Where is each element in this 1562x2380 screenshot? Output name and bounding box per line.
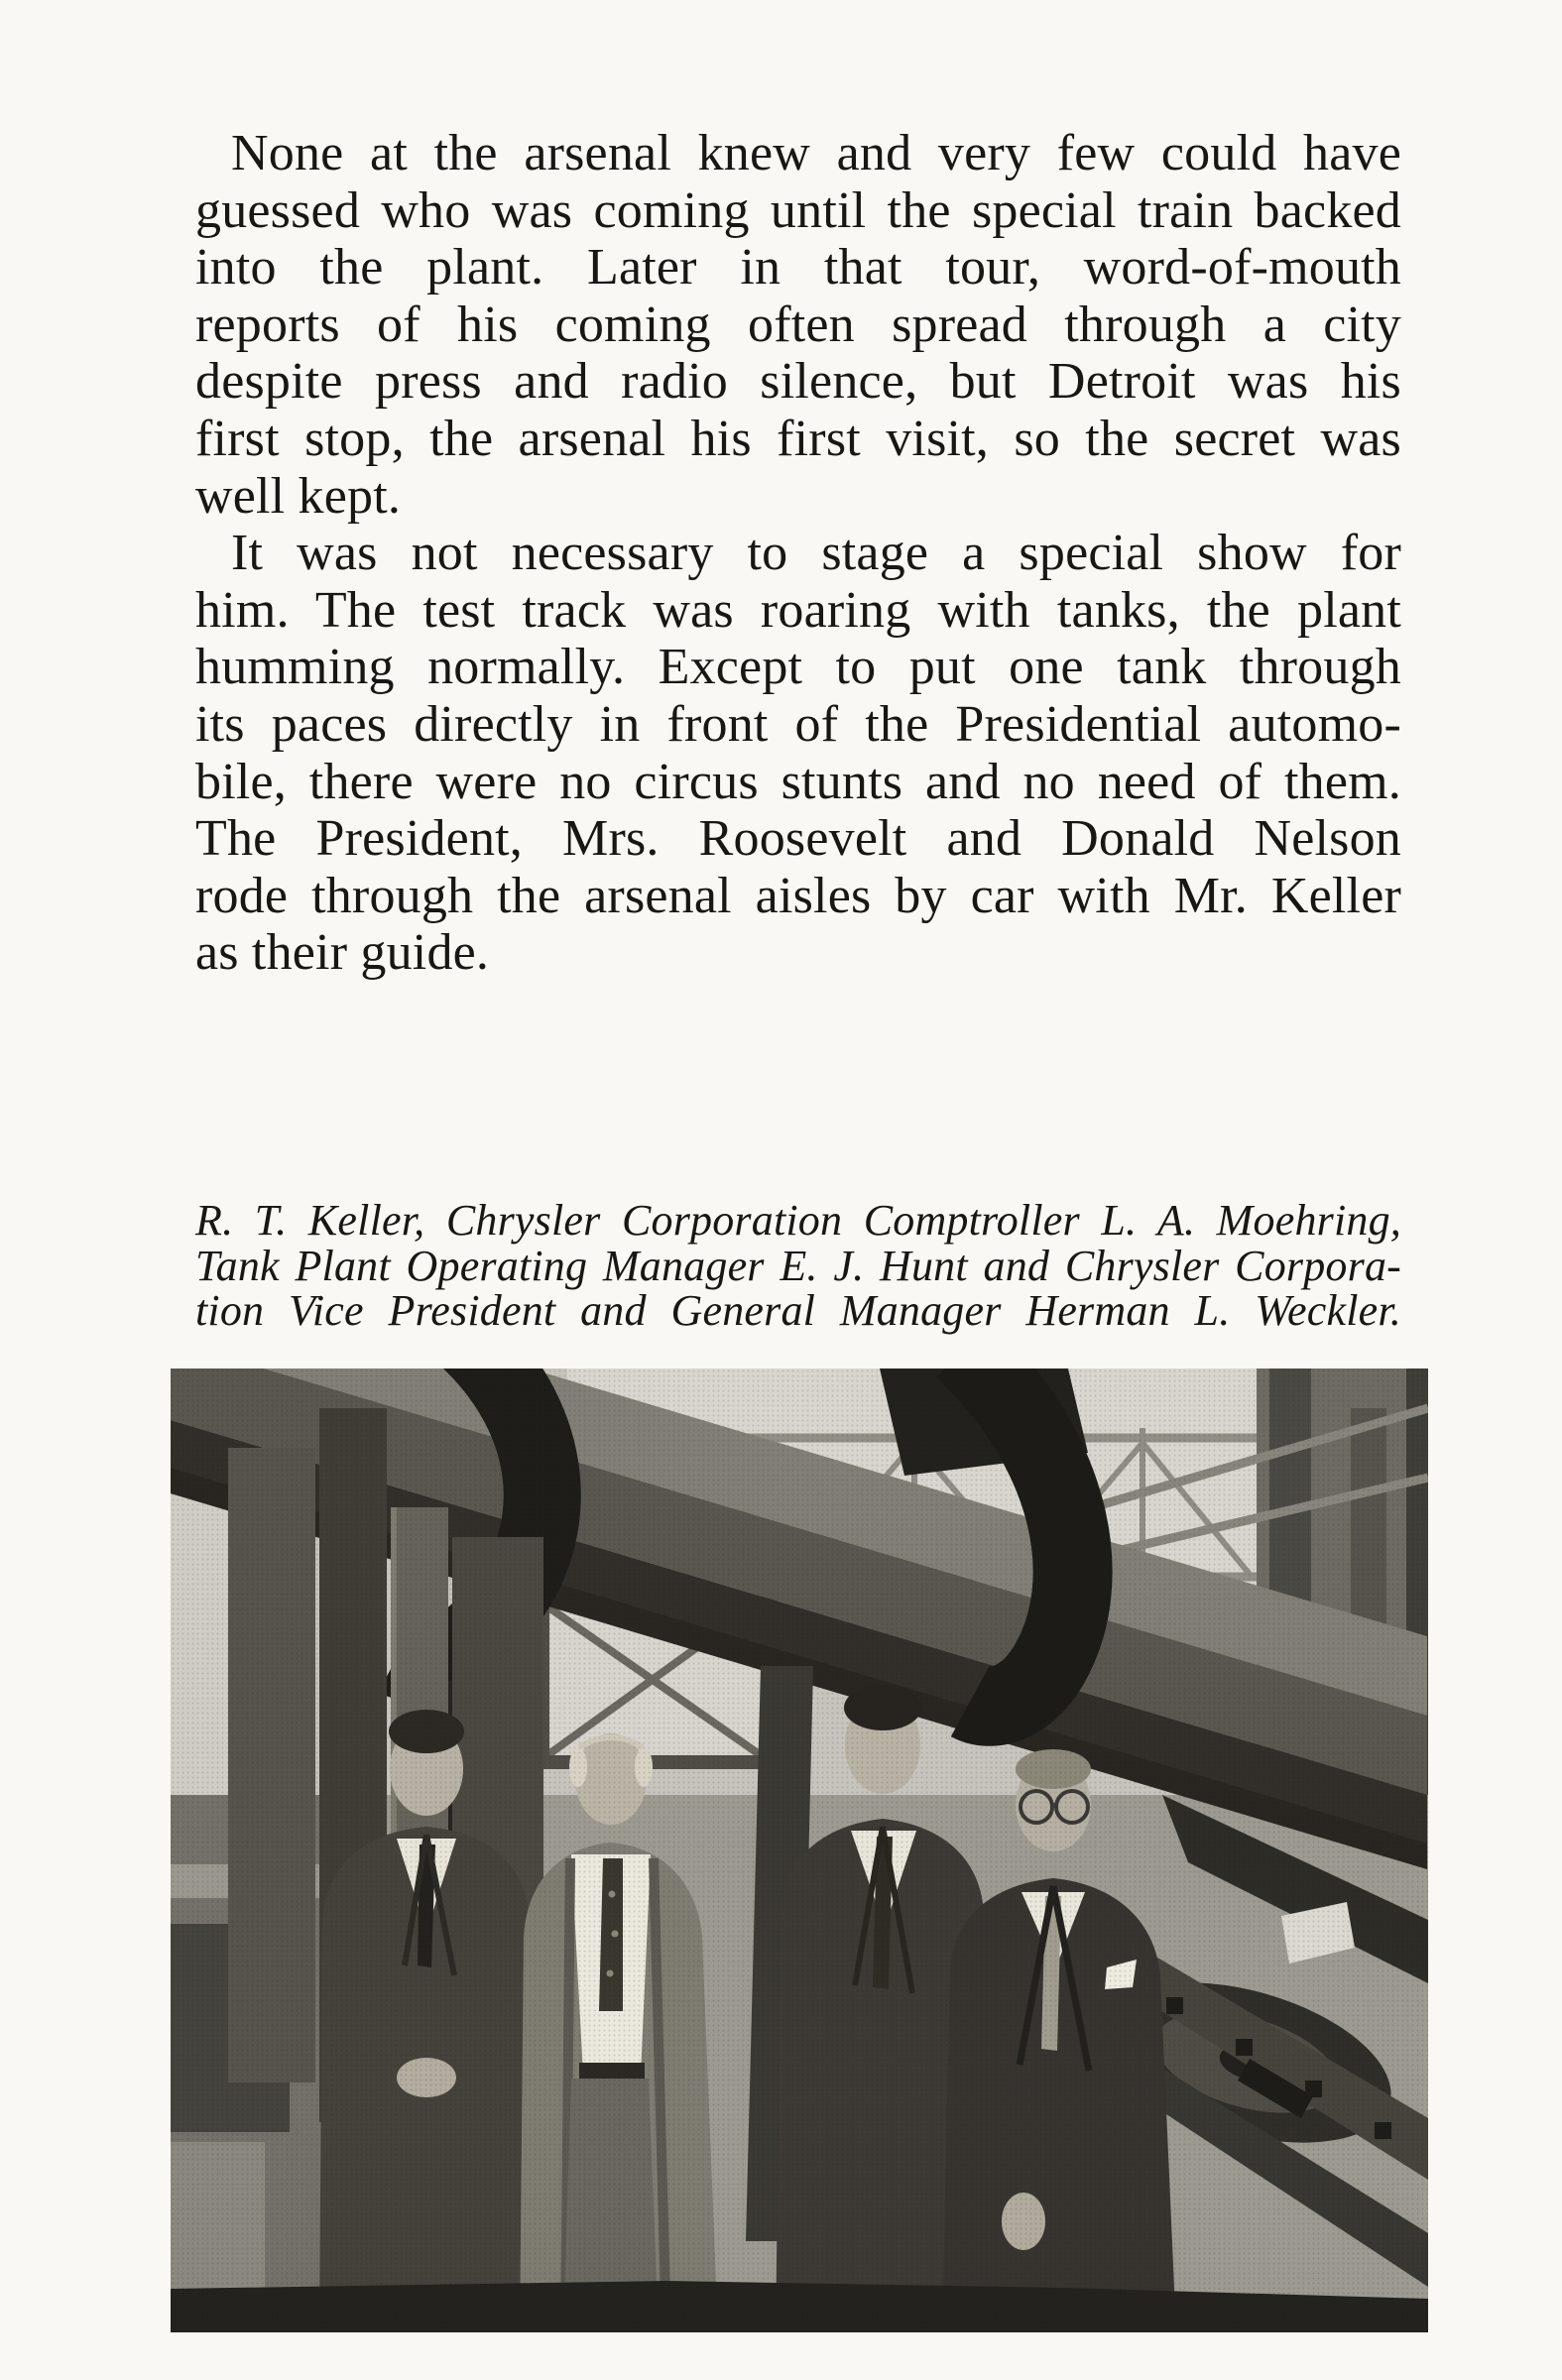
- paragraph-1: [195, 125, 1401, 525]
- body-line: None at the arsenal knew and very few could have: [231, 125, 1401, 181]
- body-line: The President, Mrs. Roosevelt and Donald Nelson: [195, 810, 1401, 868]
- halftone-texture: [171, 1368, 1428, 2332]
- paragraph-2: [195, 525, 1401, 982]
- body-line: reports of his coming often spread through a city: [195, 296, 1401, 353]
- caption-line: Tank Plant Operating Manager E. J. Hunt and Chrysler Corpora-: [195, 1241, 1401, 1290]
- photo-caption: [195, 1198, 1401, 1334]
- body-line: bile, there were no circus stunts and no need of them.: [195, 753, 1401, 810]
- body-line: first stop, the arsenal his first visit, so the secret was: [195, 410, 1401, 467]
- body-line: humming normally. Except to put one tank through: [195, 639, 1401, 696]
- body-line: as their guide.: [195, 924, 490, 982]
- caption-line: R. T. Keller, Chrysler Corporation Comptroller L. A. Moehring,: [195, 1196, 1401, 1245]
- body-line: guessed who was coming until the special train backed: [195, 181, 1401, 239]
- body-line: into the plant. Later in that tour, word-of-mouth: [195, 239, 1401, 297]
- arsenal-photo: [171, 1368, 1428, 2332]
- body-line: It was not necessary to stage a special show for: [231, 525, 1401, 582]
- body-line: rode through the arsenal aisles by car with Mr. Keller: [195, 867, 1401, 924]
- body-line: despite press and radio silence, but Detroit was his: [195, 353, 1401, 411]
- body-line: well kept.: [195, 467, 402, 525]
- body-line: its paces directly in front of the Presidential automo-: [195, 695, 1401, 753]
- body-text: [195, 125, 1401, 982]
- caption-line: tion Vice President and General Manager Herman L. Weckler.: [195, 1286, 1401, 1335]
- body-line: him. The test track was roaring with tanks, the plant: [195, 581, 1401, 639]
